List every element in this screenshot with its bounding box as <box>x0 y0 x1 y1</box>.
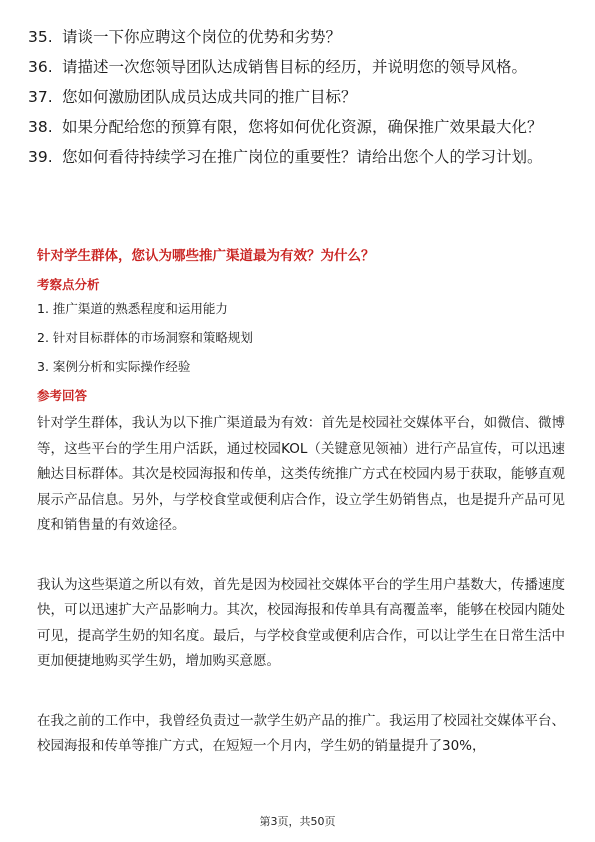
question-item <box>28 26 568 49</box>
question-item <box>28 86 568 109</box>
analysis-title: 考察点分析 <box>37 277 100 292</box>
answer-paragraph: 在我之前的工作中，我曾经负责过一款学生奶产品的推广。我运用了校园社交媒体平台、校园海报和传单等推广方式，在短短一个月内，学生奶的销量提升了30%， <box>37 712 565 754</box>
question-number: 35. <box>28 28 53 46</box>
question-number: 39. <box>28 148 53 166</box>
question-text: 您如何看待持续学习在推广岗位的重要性？请给出您个人的学习计划。 <box>62 148 543 166</box>
question-text: 如果分配给您的预算有限，您将如何优化资源，确保推广效果最大化？ <box>62 118 543 136</box>
question-item <box>28 146 568 169</box>
question-text: 您如何激励团队成员达成共同的推广目标？ <box>62 88 357 106</box>
analysis-point: 1. 推广渠道的熟悉程度和运用能力 <box>37 301 228 316</box>
question-item <box>28 116 568 139</box>
question-text: 请描述一次您领导团队达成销售目标的经历，并说明您的领导风格。 <box>62 58 528 76</box>
question-number: 38. <box>28 118 53 136</box>
analysis-point: 2. 针对目标群体的市场洞察和策略规划 <box>37 330 253 345</box>
answer-title: 参考回答 <box>37 388 88 403</box>
page-footer: 第3页，共50页 <box>259 815 336 828</box>
question-number: 37. <box>28 88 53 106</box>
section-question: 针对学生群体，您认为哪些推广渠道最为有效？为什么？ <box>37 248 375 264</box>
answer-paragraph: 我认为这些渠道之所以有效，首先是因为校园社交媒体平台的学生用户基数大，传播速度快，可以迅速扩大产品影响力。其次，校园海报和传单具有高覆盖率，能够在校园内随处可见，提高学生奶的知名度。最后，与学校食堂或便利店合作，可以让学生在日常生活中更加便捷地购买学生奶，增加购买意愿。 <box>37 576 565 669</box>
question-list <box>28 26 568 176</box>
question-item <box>28 56 568 79</box>
paragraph-gap <box>37 539 565 573</box>
answer-section <box>37 246 565 760</box>
answer-paragraph: 针对学生群体，我认为以下推广渠道最为有效：首先是校园社交媒体平台，如微信、微博等，这些平台的学生用户活跃，通过校园KOL（关键意见领袖）进行产品宣传，可以迅速触达目标群体。其次是校园海报和传单，这类传统推广方式在校园内易于获取，能够直观展示产品信息。另外，与学校食堂或便利店合作，设立学生奶销售点，也是提升产品可见度和销售量的有效途径。 <box>37 415 565 533</box>
question-number: 36. <box>28 58 53 76</box>
question-text: 请谈一下你应聘这个岗位的优势和劣势？ <box>62 28 342 46</box>
analysis-point: 3. 案例分析和实际操作经验 <box>37 359 191 374</box>
paragraph-gap <box>37 675 565 709</box>
